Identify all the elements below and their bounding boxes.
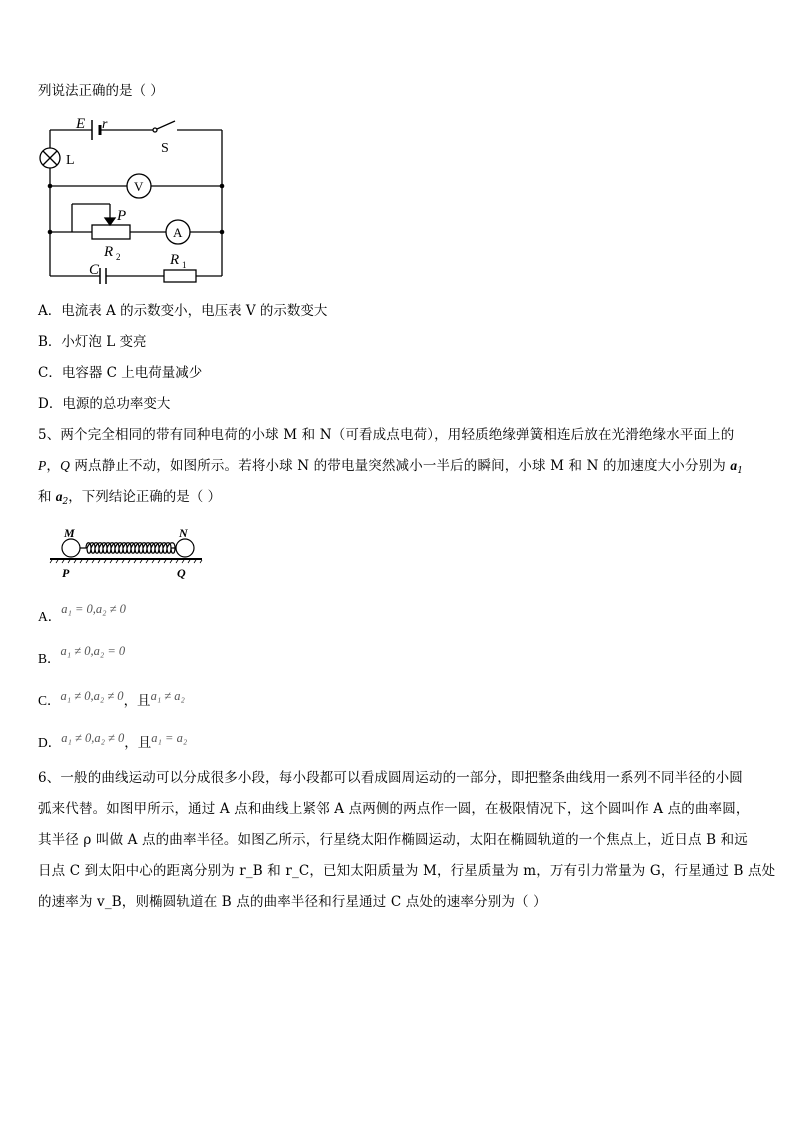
label-V: V	[134, 179, 144, 194]
q5-option-c: C．a₁ ≠ 0,a₂ ≠ 0，且a₁ ≠ a₂	[38, 689, 185, 709]
label-R1-sub: 1	[182, 260, 187, 270]
q6-stem-line4: 日点 C 到太阳中心的距离分别为 r_B 和 r_C，已知太阳质量为 M，行星质量为 m，万有引力常量为 G，行星通过 B 点处	[38, 863, 776, 879]
q6-stem-line3: 其半径 ρ 叫做 A 点的曲率半径。如图乙所示，行星绕太阳作椭圆运动，太阳在椭圆轨道的一个焦点上，近日点 B 和远	[38, 832, 748, 848]
q4-option-a: A．电流表 A 的示数变小，电压表 V 的示数变大	[38, 303, 328, 319]
q5-a1: a	[730, 458, 738, 473]
q5-option-b: B．a₁ ≠ 0,a₂ = 0	[38, 644, 126, 666]
q4-option-b: B．小灯泡 L 变亮	[38, 334, 147, 350]
label-R1: R	[170, 252, 180, 268]
spring-figure	[46, 524, 206, 584]
label-P: P	[117, 208, 127, 224]
circuit-diagram	[34, 108, 234, 288]
question-4-stem-tail: 列说法正确的是（ ）	[38, 83, 164, 99]
label-N: N	[179, 526, 188, 540]
label-r: r	[102, 117, 108, 132]
label-P: P	[62, 566, 70, 580]
q6-stem-line5: 的速率为 v_B，则椭圆轨道在 B 点的曲率半径和行星通过 C 点处的速率分别为（ ）	[38, 894, 547, 910]
q5-point-q: Q	[60, 458, 70, 473]
label-C: C	[89, 262, 100, 278]
label-Q: Q	[177, 566, 186, 580]
q5-stem-line3: 和 $a_2$，下列结论正确的是（ ）	[38, 489, 222, 507]
label-R2: R	[104, 244, 114, 260]
q5-a2: a	[55, 489, 63, 504]
q5-stem-line2: P，Q 两点静止不动，如图所示。若将小球 N 的带电量突然减小一半后的瞬间，小球 M 和 N 的加速度大小分别为 $a_1$	[38, 458, 744, 476]
label-L: L	[66, 153, 75, 168]
label-A: A	[173, 225, 183, 240]
q4-option-c: C．电容器 C 上电荷量减少	[38, 365, 203, 381]
label-E: E	[76, 116, 86, 132]
q4-option-d: D．电源的总功率变大	[38, 396, 171, 412]
q5-stem-line1: 5、两个完全相同的带有同种电荷的小球 M 和 N（可看成点电荷），用轻质绝缘弹簧相连后放在光滑绝缘水平面上的	[38, 427, 735, 443]
q5-point-p: P	[38, 458, 47, 473]
q6-stem-line2: 弧来代替。如图甲所示，通过 A 点和曲线上紧邻 A 点两侧的两点作一圆，在极限情况下，这个圆叫作 A 点的曲率圆，	[38, 801, 750, 817]
label-M: M	[64, 526, 75, 540]
label-S: S	[161, 141, 169, 156]
q5-option-d: D．a₁ ≠ 0,a₂ ≠ 0，且a₁ = a₂	[38, 731, 188, 751]
q6-stem-line1: 6、一般的曲线运动可以分成很多小段，每小段都可以看成圆周运动的一部分，即把整条曲线用一系列不同半径的小圆	[38, 770, 743, 786]
q5-option-a: A．a₁ = 0,a₂ ≠ 0	[38, 602, 126, 624]
label-R2-sub: 2	[116, 252, 121, 262]
